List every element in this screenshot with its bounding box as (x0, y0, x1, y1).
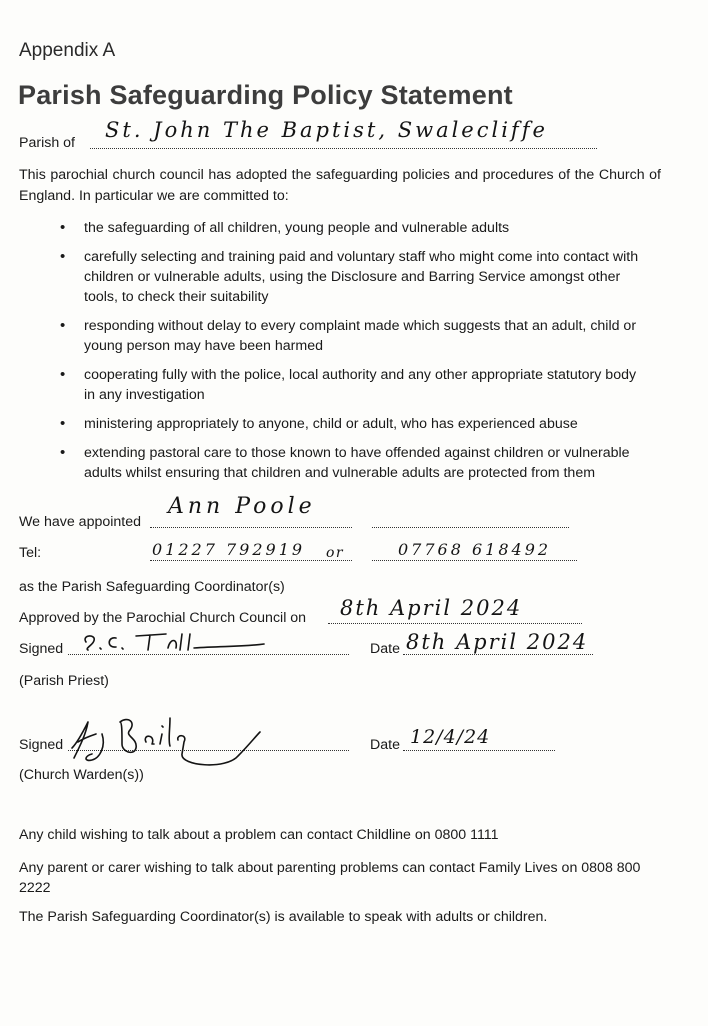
warden-date-line (403, 750, 555, 751)
childline-note: Any child wishing to talk about a problem can contact Childline on 0800 1111 (19, 827, 499, 843)
coordinator-name-handwritten: Ann Poole (168, 494, 316, 519)
coordinator-availability-note: The Parish Safeguarding Coordinator(s) is available to speak with adults or children. (19, 909, 548, 925)
coordinator-role-label: as the Parish Safeguarding Coordinator(s) (19, 579, 285, 595)
approval-label: Approved by the Parochial Church Council on (19, 610, 307, 626)
list-item: • carefully selecting and training paid and voluntary staff who might come into contact with children or vulnerable adults, using the Disclosure and Barring Service amongst other tools, to check their suitability (60, 247, 650, 307)
parish-handwritten-value: St. John The Baptist, Swalecliffe (105, 118, 548, 142)
priest-date-label: Date (370, 641, 400, 657)
warden-date-handwritten: 12/4/24 (410, 726, 491, 748)
commitments-list (60, 218, 650, 492)
tel-dotted-line-2 (372, 560, 577, 561)
list-item: • ministering appropriately to anyone, child or adult, who has experienced abuse (60, 414, 650, 434)
priest-date-line (403, 654, 593, 655)
page-title: Parish Safeguarding Policy Statement (18, 80, 513, 110)
priest-signature-image (82, 628, 272, 656)
tel-or-handwritten: or (326, 545, 345, 561)
priest-date-handwritten: 8th April 2024 (406, 630, 589, 654)
tel-dotted-line-1 (150, 560, 352, 561)
approval-dotted-line (328, 623, 582, 624)
warden-signed-label: Signed (19, 737, 64, 753)
priest-signed-label: Signed (19, 641, 64, 657)
list-item: • the safeguarding of all children, young people and vulnerable adults (60, 218, 650, 238)
warden-date-label: Date (370, 737, 400, 753)
appointed-label: We have appointed (19, 514, 141, 530)
list-item: • extending pastoral care to those known to have offended against children or vulnerable adults whilst ensuring that children and vulnerable adults are protected from them (60, 443, 650, 483)
list-item: • responding without delay to every complaint made which suggests that an adult, child or young person may have been harmed (60, 316, 650, 356)
warden-signature-image (66, 712, 266, 774)
approval-date-handwritten: 8th April 2024 (340, 596, 523, 620)
tel2-handwritten: 07768 618492 (398, 540, 552, 559)
list-item: • cooperating fully with the police, local authority and any other appropriate statutory body in any investigation (60, 365, 650, 405)
priest-role-label: (Parish Priest) (19, 673, 109, 689)
family-lives-note: Any parent or carer wishing to talk about parenting problems can contact Family Lives on 0808 800 2222 (19, 860, 641, 896)
appendix-label: Appendix A (19, 40, 116, 61)
intro-paragraph: This parochial church council has adopted the safeguarding policies and procedures of the Church of England. In particular we are committed to: (19, 167, 661, 204)
warden-role-label: (Church Warden(s)) (19, 767, 144, 783)
tel1-handwritten: 01227 792919 (152, 540, 306, 559)
appointed-dotted-line-2 (372, 527, 569, 528)
parish-label: Parish of (19, 135, 75, 151)
appointed-dotted-line-1 (150, 527, 352, 528)
tel-label: Tel: (19, 545, 42, 561)
parish-dotted-line (90, 148, 597, 149)
